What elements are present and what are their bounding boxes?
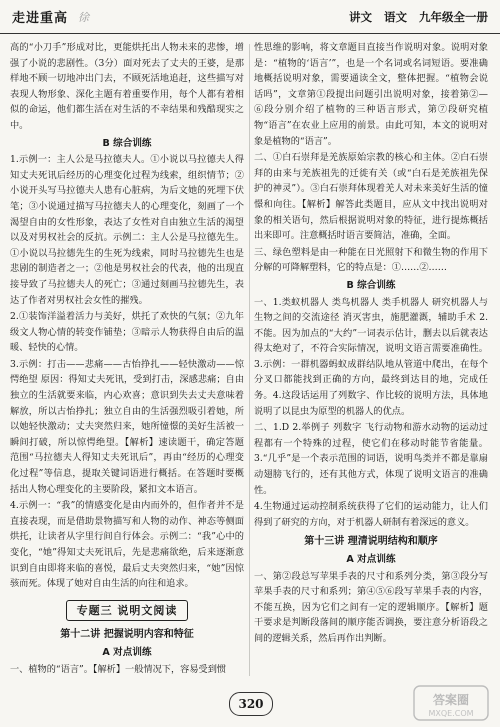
svg-text:MXQE.COM: MXQE.COM [428, 709, 474, 718]
left-column [10, 40, 244, 680]
left-answer-2: 2.①装饰洋溢着活力与美好，烘托了欢快的气氛；②九年级文人物心情的转变作铺垫；③暗示人物获得自由后的温暖、轻快的心情。 [10, 311, 244, 354]
right-answer-4: 一、1.类蚁机器人 类鸟机器人 类手机器人 研究机器人与生物之间的交流途径 消灭害虫，施肥灌溉，辅助手术 2.不能。因为加点的“大约”一词表示估计，删去以后就表达得太绝对了，不符合实际情况，说明文语言需要准确性。3.示例：一群机器蚂蚁成群结队地从管道中爬出，在每个分叉口都能找到正确的方向，最终到达目的地，完成任务。4.这段话运用了列数字、作比较的说明方法，具体地说明了以昆虫为原型的机器人的优点。 [254, 296, 488, 417]
section-a-heading: A 对点训练 [102, 646, 152, 658]
right-answer-7: 一、第②段总写苹果手表的尺寸和系列分类，第③段分写苹果手表的尺寸和系列；第④⑤⑥段写苹果手表的内容，不能互换，因为它们之间有一定的逻辑顺序。【解析】题干要求是判断段落间的顺序能否调换，要注意分析语段之间的逻辑关系，然后再作出判断。 [254, 570, 488, 644]
topic-banner [10, 600, 244, 622]
header-grade: 九年级全一册 [419, 9, 488, 24]
topic-title: 专题三 说明文阅读 [66, 600, 189, 622]
page-number: 320 [229, 692, 273, 716]
brand-title: 走进重高 [12, 11, 69, 26]
column-divider [249, 44, 250, 676]
header-meta [349, 9, 488, 25]
right-paragraph-1: 性思维的影响，将文章题目直接当作说明对象。说明对象是：“植物的‘语言’”，也是一个名词或名词短语。要准确地概括说明对象，需要通读全文，整体把握。“植物会说话吗”，文章第①段提出问题引出说明对象，接着第②—⑥段分别介绍了植物的三种语言形式，第⑦段研究植物“语言”在农业上应用的前景。由此可知，本文的说明对象是植物的“语言”。 [254, 42, 488, 147]
header-subject: 语文 [384, 9, 407, 24]
left-paragraph-1: 高的“小刀手”形成对比，更能烘托出人物未来的悲惨，增强了小说的悲剧性。（3分）面对死去了丈夫的王婆，是那样地不顾一切地冲出门去，不顾死活地追赶，这些描写对表现人物形象、深化主题有着重要作用，每个人都有着相似的命运，他们都生活在对生活的不幸结果和残酷现实之中。 [10, 42, 244, 131]
left-answer-4: 4.示例一：“我”的情感变化是由内而外的，但作者并不是直接表现，而是借助景物描写和人物的动作、神态等侧面烘托，让读者从字里行间自行体会。示例二：“我”心中的变化，“她”得知丈夫死讯后，先是悲痛欲绝，后来逐渐意识到自由即将来临的喜悦，最后丈夫突然归来，“她”因惊骇而死。体现了她对自由生活的向往和追求。 [10, 500, 244, 590]
left-answer-3: 3.示例：打击——悲痛——古怡挣扎——轻快激动——惊愕绝望 原因：得知丈夫死讯，受到打击，深感悲痛；自由独立的生活就要来临，内心欢喜；意识到失去丈夫意味着解放，所以古怡挣扎；独立自由的生活强烈吸引着她，所以她轻快激动；丈夫突然归来，她所憧憬的美好生活被一瞬间打破，所以惊愕绝望。【解析】速读题干，确定答题范围“马拉德夫人得知丈夫死讯后”，再由“经历的心理变化过程”等信息，提取关键词语进行概括。在答题时要概括出人物心理变化的主要阶段，紧扣文本语言。 [10, 358, 244, 495]
lecture-12-title: 第十二讲 把握说明内容和特征 [60, 629, 194, 641]
right-answer-3: 三、绿色塑料是由一种能在日光照射下和微生物的作用下分解的可降解塑料，它的特点是：①……②…… [254, 246, 488, 274]
right-answer-2: 二、①白石崇拜是羌族原始宗教的核心和主体。②白石崇拜的由来与羌族祖先的迁徙有关（或“白石是羌族祖先保护的神灵”）。③白石崇拜体现着羌人对未来美好生活的憧憬和向往。【解析】解答此类题目，应从文中找出说明对象的相关语句，然后根据说明对象的特征，进行提炼概括出来即可。注意概括时语言要简洁，准确，全面。 [254, 152, 488, 242]
section-b-heading-right: B 综合训练 [346, 279, 396, 291]
handwritten-mark: 徐 [78, 10, 90, 24]
watermark-logo-icon [412, 684, 490, 722]
page-header [0, 0, 500, 34]
header-section: 讲文 [349, 9, 372, 24]
section-b-heading: B 综合训练 [102, 137, 152, 149]
right-column [254, 40, 488, 680]
lecture-13-title: 第十三讲 理清说明结构和顺序 [304, 536, 438, 548]
right-answer-6: 4.生物通过运动控制系统获得了它们的运动能力，让人们得到了研究的方向，对于机器人研制有着深远的意义。 [254, 501, 488, 528]
svg-text:答案圈: 答案圈 [432, 693, 470, 707]
left-answer-1: 1.示例一：主人公是马拉德夫人。①小说以马拉德夫人得知丈夫死讯后经历的心理变化过程为线索，组织情节；②小说开头写马拉德夫人患有心脏病，为后文她的死埋下伏笔；③小说通过描写马拉德夫人的心理变化，刻画了一个渴望自由的女性形象，表达了女性对自由独立生活的渴望以及对男权社会的反抗。示例二：主人公是马拉德先生。①小说以马拉德先生的生死为线索，同时马拉德先生也是悲剧的制造者之一；②他是男权社会的代表，他的出现直接导致了马拉德夫人的死亡；③通过刻画马拉德先生，表达了作者对男权社会女性的摧残。 [10, 154, 244, 306]
right-answer-5: 二、1.D 2.举例子 列数字 飞行动物和游水动物的运动过程都有一个特殊的过程，使它们在移动时能节省能量。3.“几乎”是一个表示范围的词语，说明鸟类并不都是靠扇动翅膀飞行的，还有其他方式，体现了说明文语言的准确性。 [254, 422, 488, 496]
section-a-heading-right: A 对点训练 [346, 554, 396, 565]
left-answer-5: 一、植物的“语言”。【解析】一般情况下，容易受到惯 [10, 663, 227, 675]
